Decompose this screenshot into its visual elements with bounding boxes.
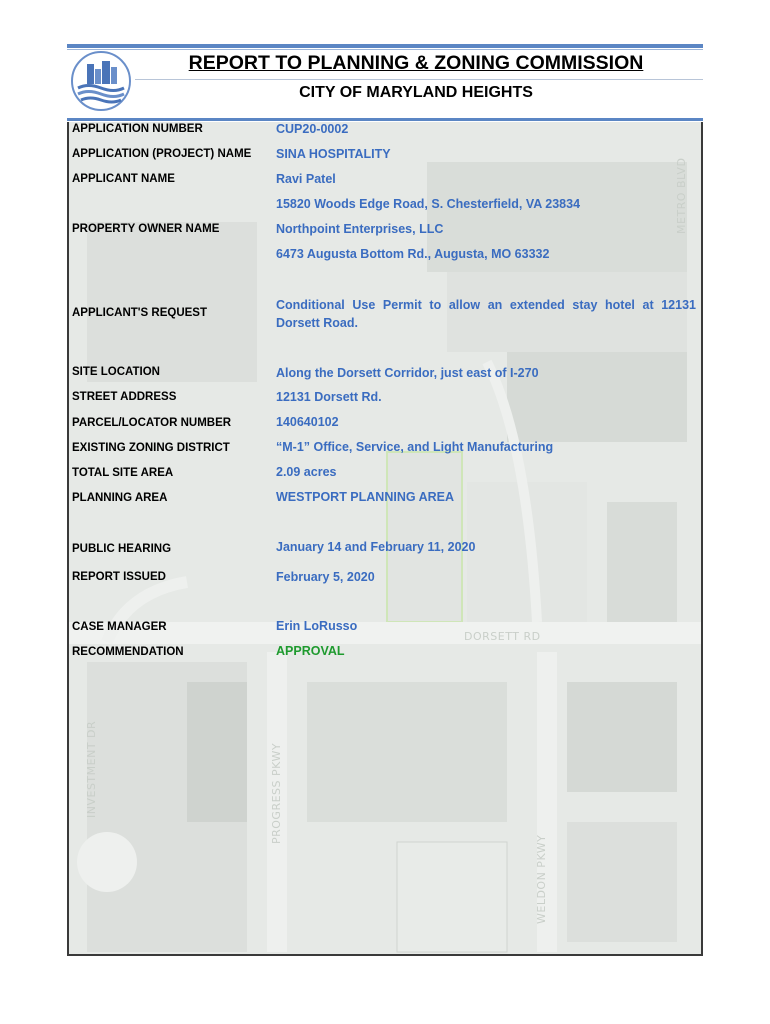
zoning-district-value: “M-1” Office, Service, and Light Manufacturing [276, 440, 554, 454]
city-name: CITY OF MARYLAND HEIGHTS [299, 84, 533, 101]
case-manager-value: Erin LoRusso [276, 619, 358, 633]
frame-bottom [67, 954, 703, 956]
recommendation-value: APPROVAL [276, 644, 345, 658]
frame-right [701, 122, 703, 956]
city-logo [70, 50, 132, 112]
public-hearing-label: PUBLIC HEARING [72, 543, 172, 555]
parcel-locator-value: 140640102 [276, 415, 339, 429]
property-owner-address-value: 6473 Augusta Bottom Rd., Augusta, MO 63332 [276, 247, 550, 261]
header-top-rule [67, 44, 703, 48]
site-location-label: SITE LOCATION [72, 366, 160, 378]
project-name-label: APPLICATION (PROJECT) NAME [72, 148, 252, 160]
header-bottom-rule [67, 118, 703, 121]
public-hearing-value: January 14 and February 11, 2020 [276, 540, 476, 554]
frame-left [67, 122, 69, 956]
report-issued-value: February 5, 2020 [276, 570, 375, 584]
recommendation-label: RECOMMENDATION [72, 646, 184, 658]
applicant-request-value: Conditional Use Permit to allow an extended stay hotel at 12131 Dorsett Road. [276, 298, 696, 330]
site-area-label: TOTAL SITE AREA [72, 467, 174, 479]
header-top-rule-thin [67, 49, 703, 50]
report-issued-label: REPORT ISSUED [72, 571, 166, 583]
title-divider [135, 79, 703, 80]
street-label-progress-pkwy: PROGRESS PKWY [270, 742, 283, 844]
report-cover-page [67, 44, 703, 956]
application-number-value: CUP20-0002 [276, 122, 349, 136]
street-label-metro-blvd: METRO BLVD [675, 157, 688, 234]
applicant-name-label: APPLICANT NAME [72, 173, 175, 185]
street-address-value: 12131 Dorsett Rd. [276, 390, 382, 404]
street-label-weldon-pkwy: WELDON PKWY [535, 834, 548, 924]
property-owner-label: PROPERTY OWNER NAME [72, 223, 220, 235]
report-title: REPORT TO PLANNING & ZONING COMMISSION [188, 52, 644, 74]
street-address-label: STREET ADDRESS [72, 391, 177, 403]
applicant-name-value: Ravi Patel [276, 172, 336, 186]
site-area-value: 2.09 acres [276, 465, 337, 479]
parcel-locator-label: PARCEL/LOCATOR NUMBER [72, 417, 232, 429]
case-manager-label: CASE MANAGER [72, 621, 167, 633]
application-number-label: APPLICATION NUMBER [72, 123, 203, 135]
project-name-value: SINA HOSPITALITY [276, 147, 391, 161]
applicant-request-label: APPLICANT'S REQUEST [72, 307, 207, 319]
property-owner-value: Northpoint Enterprises, LLC [276, 222, 444, 236]
applicant-address-value: 15820 Woods Edge Road, S. Chesterfield, VA 23834 [276, 197, 581, 211]
planning-area-label: PLANNING AREA [72, 492, 168, 504]
zoning-district-label: EXISTING ZONING DISTRICT [72, 442, 230, 454]
street-label-dorsett-rd: DORSETT RD [464, 630, 541, 643]
street-label-investment-dr: INVESTMENT DR [85, 720, 98, 818]
site-location-value: Along the Dorsett Corridor, just east of I-270 [276, 366, 539, 380]
planning-area-value: WESTPORT PLANNING AREA [276, 490, 455, 504]
